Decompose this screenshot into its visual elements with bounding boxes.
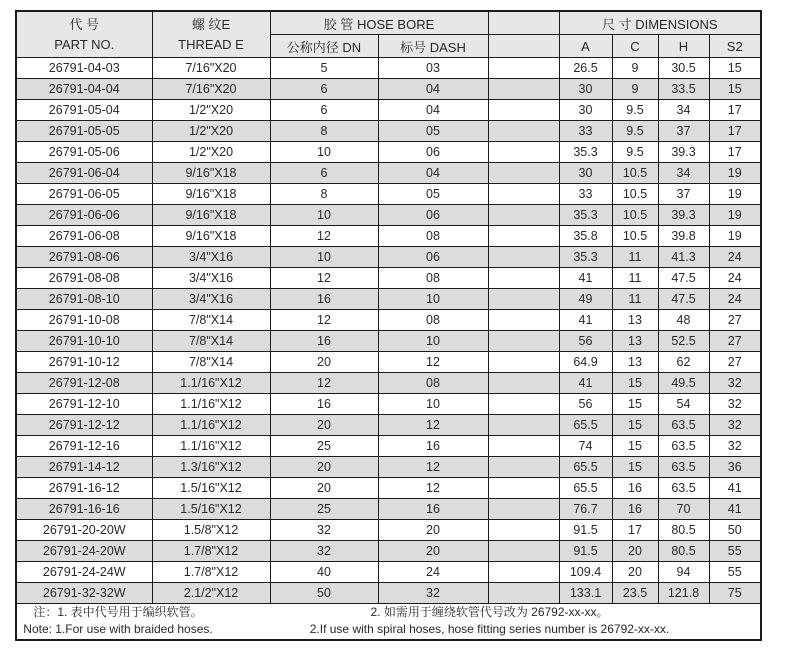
- note-line-cn: [17, 604, 760, 621]
- dash-cell: 04: [378, 79, 488, 100]
- col-header-hose-bore: 胶 管 HOSE BORE: [270, 11, 488, 35]
- thread-cell: 1.5/16"X12: [152, 499, 270, 520]
- dim-c-cell: 10.5: [612, 205, 658, 226]
- dn-cell: 10: [270, 205, 378, 226]
- dn-cell: 5: [270, 58, 378, 79]
- dim-h-cell: 63.5: [658, 415, 709, 436]
- dn-cell: 10: [270, 142, 378, 163]
- dim-h-cell: 47.5: [658, 289, 709, 310]
- table-row: [16, 478, 761, 499]
- dim-a-cell: 49: [559, 289, 612, 310]
- dim-h-cell: 39.8: [658, 226, 709, 247]
- table-row: [16, 331, 761, 352]
- blank-cell: [488, 205, 559, 226]
- dim-c-cell: 9.5: [612, 100, 658, 121]
- dim-s2-cell: 75: [709, 583, 761, 604]
- fitting-spec-table: [15, 10, 762, 641]
- table-row: [16, 415, 761, 436]
- dim-h-cell: 37: [658, 121, 709, 142]
- dash-cell: 05: [378, 121, 488, 142]
- dim-a-cell: 33: [559, 184, 612, 205]
- part-no-cell: 26791-05-05: [16, 121, 152, 142]
- blank-cell: [488, 478, 559, 499]
- table-row: [16, 310, 761, 331]
- blank-cell: [488, 142, 559, 163]
- table-row: [16, 142, 761, 163]
- dim-a-cell: 91.5: [559, 541, 612, 562]
- dim-s2-cell: 55: [709, 562, 761, 583]
- dim-c-cell: 15: [612, 457, 658, 478]
- blank-cell: [488, 499, 559, 520]
- thread-cell: 7/16"X20: [152, 79, 270, 100]
- dim-c-cell: 13: [612, 352, 658, 373]
- table-row: [16, 373, 761, 394]
- thread-cell: 3/4"X16: [152, 247, 270, 268]
- thread-cell: 7/8"X14: [152, 331, 270, 352]
- part-no-cell: 26791-06-08: [16, 226, 152, 247]
- dim-c-cell: 9.5: [612, 142, 658, 163]
- dn-cell: 12: [270, 226, 378, 247]
- dim-s2-cell: 19: [709, 226, 761, 247]
- dash-cell: 16: [378, 499, 488, 520]
- part-no-cell: 26791-04-03: [16, 58, 152, 79]
- dim-a-cell: 30: [559, 79, 612, 100]
- dim-c-cell: 20: [612, 541, 658, 562]
- dim-s2-cell: 24: [709, 247, 761, 268]
- dim-h-cell: 33.5: [658, 79, 709, 100]
- blank-cell: [488, 394, 559, 415]
- col-header-part-no: [16, 11, 152, 58]
- dim-h-cell: 39.3: [658, 142, 709, 163]
- thread-cell: 1/2"X20: [152, 121, 270, 142]
- blank-cell: [488, 583, 559, 604]
- table-row: [16, 58, 761, 79]
- part-no-cell: 26791-05-06: [16, 142, 152, 163]
- dim-a-cell: 64.9: [559, 352, 612, 373]
- dim-a-cell: 109.4: [559, 562, 612, 583]
- dim-s2-cell: 19: [709, 205, 761, 226]
- table-row: [16, 100, 761, 121]
- blank-cell: [488, 436, 559, 457]
- dash-cell: 16: [378, 436, 488, 457]
- dim-c-cell: 17: [612, 520, 658, 541]
- dash-cell: 12: [378, 478, 488, 499]
- thread-cell: 1.7/8"X12: [152, 541, 270, 562]
- dim-a-cell: 33: [559, 121, 612, 142]
- dash-cell: 20: [378, 541, 488, 562]
- dim-s2-cell: 55: [709, 541, 761, 562]
- notes-row: [16, 604, 761, 640]
- dash-cell: 10: [378, 394, 488, 415]
- dim-a-cell: 41: [559, 310, 612, 331]
- blank-cell: [488, 184, 559, 205]
- dim-c-cell: 10.5: [612, 184, 658, 205]
- table-header: [16, 11, 761, 58]
- dim-h-cell: 80.5: [658, 541, 709, 562]
- blank-cell: [488, 100, 559, 121]
- dn-cell: 50: [270, 583, 378, 604]
- dash-cell: 20: [378, 520, 488, 541]
- dim-s2-cell: 24: [709, 268, 761, 289]
- blank-cell: [488, 268, 559, 289]
- dim-s2-cell: 15: [709, 58, 761, 79]
- dim-a-cell: 74: [559, 436, 612, 457]
- dim-s2-cell: 15: [709, 79, 761, 100]
- dn-cell: 16: [270, 331, 378, 352]
- table-row: [16, 184, 761, 205]
- dn-cell: 20: [270, 415, 378, 436]
- thread-cell: 1/2"X20: [152, 142, 270, 163]
- part-no-cell: 26791-12-08: [16, 373, 152, 394]
- table-row: [16, 226, 761, 247]
- dim-h-cell: 47.5: [658, 268, 709, 289]
- dim-h-cell: 63.5: [658, 436, 709, 457]
- dim-a-cell: 41: [559, 268, 612, 289]
- part-no-cell: 26791-24-20W: [16, 541, 152, 562]
- col-header-thread: [152, 11, 270, 58]
- table-row: [16, 562, 761, 583]
- thread-cell: 1/2"X20: [152, 100, 270, 121]
- part-no-cell: 26791-10-12: [16, 352, 152, 373]
- dim-s2-cell: 36: [709, 457, 761, 478]
- col-header-h: H: [658, 35, 709, 58]
- part-no-cell: 26791-12-16: [16, 436, 152, 457]
- dim-s2-cell: 27: [709, 310, 761, 331]
- col-header-thread-cn: 螺 纹E: [191, 17, 231, 32]
- thread-cell: 9/16"X18: [152, 163, 270, 184]
- col-header-dn: 公称内径 DN: [270, 35, 378, 58]
- part-no-cell: 26791-05-04: [16, 100, 152, 121]
- thread-cell: 3/4"X16: [152, 268, 270, 289]
- dim-c-cell: 11: [612, 268, 658, 289]
- blank-cell: [488, 415, 559, 436]
- table-row: [16, 268, 761, 289]
- dim-a-cell: 35.3: [559, 142, 612, 163]
- part-no-cell: 26791-16-12: [16, 478, 152, 499]
- dim-c-cell: 15: [612, 394, 658, 415]
- note-cn-1: 注：1. 表中代号用于编织软管。: [33, 605, 203, 619]
- dim-a-cell: 41: [559, 373, 612, 394]
- thread-cell: 1.1/16"X12: [152, 415, 270, 436]
- blank-cell: [488, 247, 559, 268]
- dim-a-cell: 91.5: [559, 520, 612, 541]
- part-no-cell: 26791-20-20W: [16, 520, 152, 541]
- dn-cell: 40: [270, 562, 378, 583]
- dash-cell: 06: [378, 205, 488, 226]
- dn-cell: 16: [270, 289, 378, 310]
- dim-s2-cell: 32: [709, 394, 761, 415]
- table-row: [16, 205, 761, 226]
- dim-s2-cell: 27: [709, 331, 761, 352]
- dim-a-cell: 56: [559, 331, 612, 352]
- part-no-cell: 26791-06-06: [16, 205, 152, 226]
- blank-cell: [488, 58, 559, 79]
- dim-c-cell: 20: [612, 562, 658, 583]
- dim-c-cell: 23.5: [612, 583, 658, 604]
- table-row: [16, 541, 761, 562]
- dim-a-cell: 133.1: [559, 583, 612, 604]
- dim-s2-cell: 19: [709, 184, 761, 205]
- dim-s2-cell: 17: [709, 121, 761, 142]
- dim-h-cell: 41.3: [658, 247, 709, 268]
- dim-c-cell: 13: [612, 310, 658, 331]
- col-header-blank-sub: [488, 35, 559, 58]
- table-row: [16, 79, 761, 100]
- blank-cell: [488, 289, 559, 310]
- dim-s2-cell: 41: [709, 499, 761, 520]
- dim-h-cell: 121.8: [658, 583, 709, 604]
- dim-s2-cell: 32: [709, 415, 761, 436]
- thread-cell: 2.1/2"X12: [152, 583, 270, 604]
- dash-cell: 24: [378, 562, 488, 583]
- thread-cell: 1.1/16"X12: [152, 394, 270, 415]
- dim-h-cell: 34: [658, 163, 709, 184]
- dim-c-cell: 15: [612, 415, 658, 436]
- dash-cell: 10: [378, 331, 488, 352]
- part-no-cell: 26791-12-10: [16, 394, 152, 415]
- dash-cell: 08: [378, 373, 488, 394]
- blank-cell: [488, 520, 559, 541]
- thread-cell: 1.1/16"X12: [152, 436, 270, 457]
- table-row: [16, 520, 761, 541]
- dash-cell: 08: [378, 226, 488, 247]
- dn-cell: 6: [270, 100, 378, 121]
- blank-cell: [488, 562, 559, 583]
- blank-cell: [488, 541, 559, 562]
- dim-s2-cell: 32: [709, 436, 761, 457]
- dim-h-cell: 80.5: [658, 520, 709, 541]
- thread-cell: 1.7/8"X12: [152, 562, 270, 583]
- dash-cell: 06: [378, 247, 488, 268]
- dash-cell: 32: [378, 583, 488, 604]
- dim-h-cell: 52.5: [658, 331, 709, 352]
- dim-c-cell: 15: [612, 436, 658, 457]
- thread-cell: 1.1/16"X12: [152, 373, 270, 394]
- dn-cell: 20: [270, 352, 378, 373]
- table-row: [16, 121, 761, 142]
- dim-c-cell: 15: [612, 373, 658, 394]
- blank-cell: [488, 310, 559, 331]
- note-en-1: Note: 1.For use with braided hoses.: [23, 622, 213, 637]
- blank-cell: [488, 226, 559, 247]
- note-cn-2: 2. 如需用于缠绕软管代号改为 26792-xx-xx。: [370, 605, 609, 619]
- part-no-cell: 26791-04-04: [16, 79, 152, 100]
- dim-a-cell: 65.5: [559, 457, 612, 478]
- part-no-cell: 26791-10-08: [16, 310, 152, 331]
- col-header-part-no-en: PART NO.: [54, 36, 115, 52]
- dash-cell: 12: [378, 457, 488, 478]
- note-en-2: 2.If use with spiral hoses, hose fitting series number is 26792-xx-xx.: [309, 622, 670, 637]
- dim-s2-cell: 19: [709, 163, 761, 184]
- table-row: [16, 457, 761, 478]
- dn-cell: 6: [270, 163, 378, 184]
- dim-s2-cell: 24: [709, 289, 761, 310]
- dim-h-cell: 37: [658, 184, 709, 205]
- dash-cell: 05: [378, 184, 488, 205]
- col-header-thread-en: THREAD E: [178, 36, 244, 52]
- dim-c-cell: 11: [612, 247, 658, 268]
- dim-c-cell: 16: [612, 499, 658, 520]
- dim-h-cell: 63.5: [658, 457, 709, 478]
- dim-c-cell: 10.5: [612, 226, 658, 247]
- dim-a-cell: 56: [559, 394, 612, 415]
- table-row: [16, 499, 761, 520]
- dim-s2-cell: 17: [709, 100, 761, 121]
- thread-cell: 7/8"X14: [152, 310, 270, 331]
- dash-cell: 08: [378, 310, 488, 331]
- dash-cell: 04: [378, 100, 488, 121]
- thread-cell: 9/16"X18: [152, 205, 270, 226]
- thread-cell: 1.3/16"X12: [152, 457, 270, 478]
- note-line-en: [17, 621, 760, 638]
- part-no-cell: 26791-32-32W: [16, 583, 152, 604]
- part-no-cell: 26791-06-04: [16, 163, 152, 184]
- dim-c-cell: 9: [612, 79, 658, 100]
- dn-cell: 6: [270, 79, 378, 100]
- dim-h-cell: 62: [658, 352, 709, 373]
- table-body: [16, 58, 761, 604]
- col-header-s2: S2: [709, 35, 761, 58]
- dim-c-cell: 13: [612, 331, 658, 352]
- dim-s2-cell: 27: [709, 352, 761, 373]
- table-row: [16, 247, 761, 268]
- part-no-cell: 26791-08-08: [16, 268, 152, 289]
- part-no-cell: 26791-08-10: [16, 289, 152, 310]
- dn-cell: 12: [270, 310, 378, 331]
- part-no-cell: 26791-10-10: [16, 331, 152, 352]
- dim-h-cell: 54: [658, 394, 709, 415]
- table-footer: [16, 604, 761, 640]
- dn-cell: 12: [270, 373, 378, 394]
- blank-cell: [488, 121, 559, 142]
- col-header-blank-top: [488, 11, 559, 35]
- dash-cell: 04: [378, 163, 488, 184]
- dim-a-cell: 76.7: [559, 499, 612, 520]
- dim-a-cell: 65.5: [559, 478, 612, 499]
- thread-cell: 7/8"X14: [152, 352, 270, 373]
- table-row: [16, 394, 761, 415]
- dim-s2-cell: 50: [709, 520, 761, 541]
- dim-c-cell: 10.5: [612, 163, 658, 184]
- dash-cell: 08: [378, 268, 488, 289]
- table-row: [16, 436, 761, 457]
- dim-h-cell: 49.5: [658, 373, 709, 394]
- col-header-dimensions: 尺 寸 DIMENSIONS: [559, 11, 761, 35]
- part-no-cell: 26791-16-16: [16, 499, 152, 520]
- thread-cell: 3/4"X16: [152, 289, 270, 310]
- dim-h-cell: 70: [658, 499, 709, 520]
- col-header-c: C: [612, 35, 658, 58]
- col-header-part-no-cn: 代 号: [69, 17, 100, 32]
- dim-a-cell: 26.5: [559, 58, 612, 79]
- dn-cell: 25: [270, 436, 378, 457]
- col-header-dash: 标号 DASH: [378, 35, 488, 58]
- thread-cell: 1.5/16"X12: [152, 478, 270, 499]
- dim-h-cell: 34: [658, 100, 709, 121]
- part-no-cell: 26791-12-12: [16, 415, 152, 436]
- fitting-spec-table-wrap: [15, 10, 762, 641]
- part-no-cell: 26791-14-12: [16, 457, 152, 478]
- dash-cell: 12: [378, 415, 488, 436]
- dash-cell: 12: [378, 352, 488, 373]
- dash-cell: 10: [378, 289, 488, 310]
- blank-cell: [488, 457, 559, 478]
- dn-cell: 10: [270, 247, 378, 268]
- part-no-cell: 26791-08-06: [16, 247, 152, 268]
- thread-cell: 9/16"X18: [152, 184, 270, 205]
- part-no-cell: 26791-06-05: [16, 184, 152, 205]
- dash-cell: 03: [378, 58, 488, 79]
- dim-a-cell: 30: [559, 163, 612, 184]
- blank-cell: [488, 352, 559, 373]
- table-row: [16, 583, 761, 604]
- dim-s2-cell: 32: [709, 373, 761, 394]
- dim-h-cell: 30.5: [658, 58, 709, 79]
- dn-cell: 16: [270, 394, 378, 415]
- part-no-cell: 26791-24-24W: [16, 562, 152, 583]
- dim-a-cell: 35.3: [559, 205, 612, 226]
- dim-c-cell: 9.5: [612, 121, 658, 142]
- thread-cell: 9/16"X18: [152, 226, 270, 247]
- thread-cell: 7/16"X20: [152, 58, 270, 79]
- thread-cell: 1.5/8"X12: [152, 520, 270, 541]
- dim-s2-cell: 41: [709, 478, 761, 499]
- dash-cell: 06: [378, 142, 488, 163]
- dim-c-cell: 16: [612, 478, 658, 499]
- dim-h-cell: 94: [658, 562, 709, 583]
- dim-c-cell: 9: [612, 58, 658, 79]
- blank-cell: [488, 373, 559, 394]
- dn-cell: 20: [270, 457, 378, 478]
- notes-cell: [16, 604, 761, 640]
- col-header-a: A: [559, 35, 612, 58]
- table-row: [16, 289, 761, 310]
- dn-cell: 8: [270, 121, 378, 142]
- dim-a-cell: 30: [559, 100, 612, 121]
- table-row: [16, 163, 761, 184]
- dim-h-cell: 39.3: [658, 205, 709, 226]
- table-row: [16, 352, 761, 373]
- dn-cell: 25: [270, 499, 378, 520]
- blank-cell: [488, 331, 559, 352]
- blank-cell: [488, 163, 559, 184]
- dim-a-cell: 65.5: [559, 415, 612, 436]
- dim-s2-cell: 17: [709, 142, 761, 163]
- dim-h-cell: 63.5: [658, 478, 709, 499]
- dn-cell: 8: [270, 184, 378, 205]
- dn-cell: 12: [270, 268, 378, 289]
- dim-c-cell: 11: [612, 289, 658, 310]
- header-row-top: [16, 11, 761, 35]
- dim-a-cell: 35.3: [559, 247, 612, 268]
- dn-cell: 32: [270, 541, 378, 562]
- dim-h-cell: 48: [658, 310, 709, 331]
- dim-a-cell: 35.8: [559, 226, 612, 247]
- dn-cell: 32: [270, 520, 378, 541]
- dn-cell: 20: [270, 478, 378, 499]
- blank-cell: [488, 79, 559, 100]
